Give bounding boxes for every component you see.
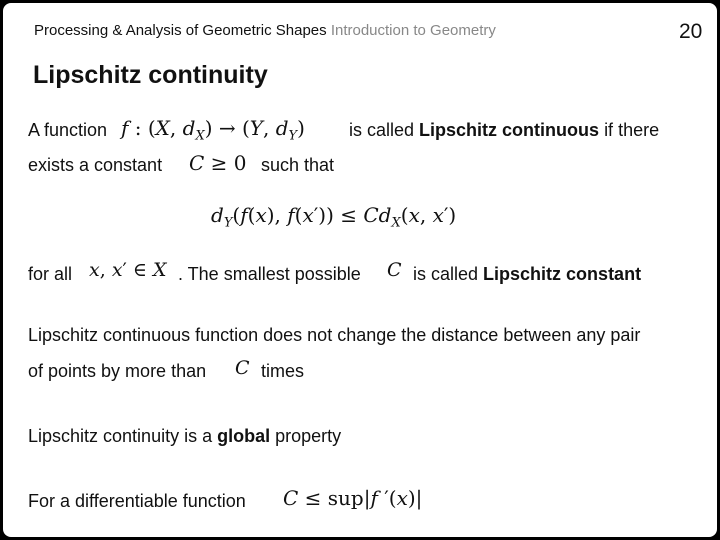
math-constant-condition: C ≥ 0 <box>189 151 247 175</box>
math-lipschitz-inequality: $d_Y(f(x)$, $f(x')) \le Cd_X(x$, x′) <box>211 203 457 231</box>
line3-text-b: . The smallest possible <box>178 264 361 284</box>
math-constant-c: C <box>387 259 402 281</box>
line3-text-a: for all <box>28 264 73 284</box>
slide <box>3 3 717 537</box>
line1-text-a: A function <box>28 120 108 140</box>
paragraph-global-property: Lipschitz continuity is a global property <box>28 426 342 446</box>
math-for-all-points: x, x′ ∈ X <box>89 259 167 281</box>
line2-text-a: exists a constant <box>28 155 163 175</box>
paragraph-distance-line1: Lipschitz continuous function does not change the distance between any pair <box>28 325 641 345</box>
page-number: 20 <box>679 20 703 43</box>
paragraph-distance-line2b: times <box>261 361 305 381</box>
line3-text-c: is called Lipschitz constant <box>413 264 642 284</box>
course-title: Processing & Analysis of Geometric Shapes <box>34 22 327 39</box>
slide-title: Lipschitz continuity <box>33 61 268 89</box>
paragraph-distance-line2a: of points by more than <box>28 361 207 381</box>
line2-text-b: such that <box>261 155 335 175</box>
header-course <box>34 22 496 39</box>
math-sup-derivative: C ≤ sup|f ′(x)| <box>283 486 423 510</box>
math-constant-c-2: C <box>235 357 250 379</box>
paragraph-differentiable: For a differentiable function <box>28 491 246 511</box>
math-function-mapping: f : (X, $d_X) \to (Y$, $d_Y$) <box>121 116 305 144</box>
topic-title: Introduction to Geometry <box>330 22 496 39</box>
line1-text-b: is called Lipschitz continuous if there <box>349 120 660 140</box>
